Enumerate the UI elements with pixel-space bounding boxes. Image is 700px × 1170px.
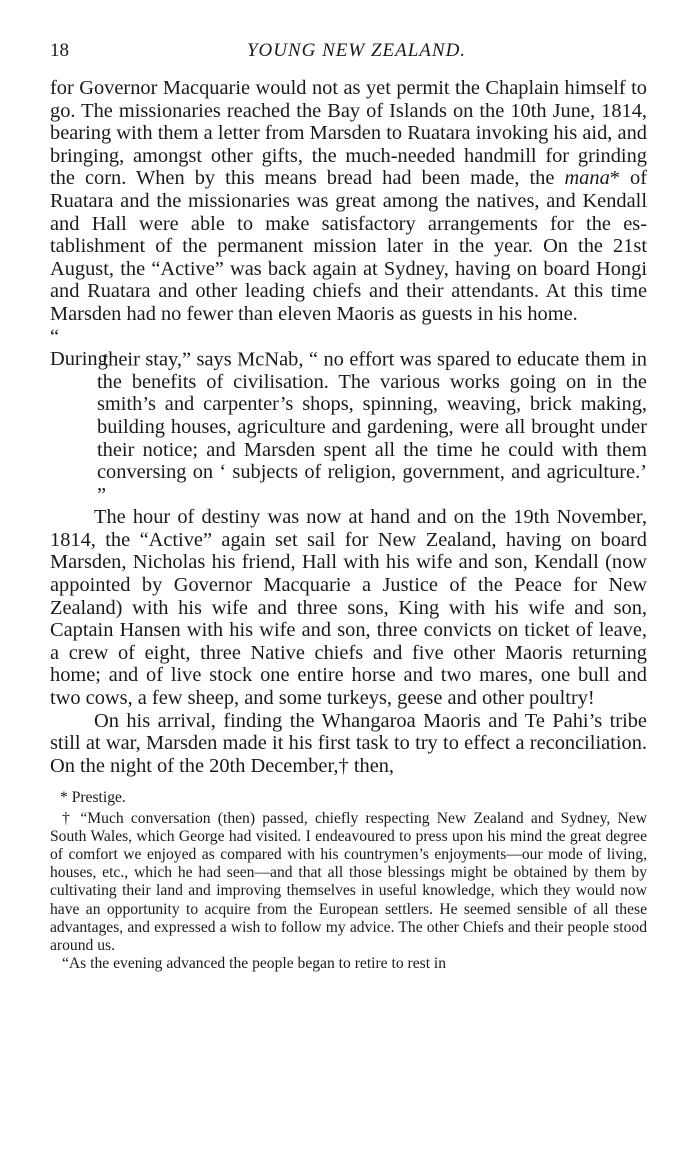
paragraph-1-text-b: * of Ruatara and the missionaries was great among the natives, and Kendall and Hall were able to make satisfactory arrangements for the establishment of the permanent mission later in the year. On the 21st August, the “Active” was back again at Sydney, having on board Hongi and Ruatara and other leading chiefs and their attendants. At this time Marsden had no fewer than eleven Maoris as guests in his home. [50, 167, 647, 325]
page-number: 18 [50, 40, 69, 61]
paragraph-1-text-a: for Governor Macquarie would not as yet permit the Chaplain himself to go. The missionaries reached the Bay of Islands on the 10th June, 1814, bearing with them a letter from Marsden to Ruatara invoking his aid, and bringing, amongst other gifts, the much-needed handmill for grinding the corn. When by this means bread had been made, the [50, 77, 647, 190]
quote-opening-words: “ During [50, 325, 108, 371]
running-head [50, 38, 647, 64]
paragraph-2: The hour of destiny was now at hand and on the 19th November, 1814, the “Active” again set sail for New Zealand, having on board Marsden, Nicholas his friend, Hall with his wife and son, Kendall (now appointed by Governor Macquarie a Justice of the Peace for New Zealand) with his wife and three sons, King with his wife and son, Captain Hansen with his wife and son, three convicts on ticket of leave, a crew of eight, three Native chiefs and five other Maoris returning home; and of live stock one entire horse and two mares, one bull and two cows, a few sheep, and some turkeys, geese and other poultry! [50, 506, 647, 710]
body-text [50, 77, 647, 777]
footnote-dagger: † “Much conversation (then) passed, chiefly respecting New Zealand and Sydney, New South Wales, which George had visited. I endeavoured to press upon his mind the great degree of comfort we enjoyed as compared with his countrymen’s enjoyments—our mode of living, houses, etc., which he had seen—and that all those blessings might be obtained by them by cultivating their land and improving themselves in useful knowledge, which they would now have an opportunity to acquire from the European settlers. He seemed sensible of all these advantages, and expressed a wish to follow my advice. The other Chiefs and their people stood around us. [50, 809, 647, 955]
paragraph-3: On his arrival, finding the Whangaroa Maoris and Te Pahi’s tribe still at war, Marsden made it his first task to try to effect a reconciliation. On the night of the 20th December,† then, [50, 709, 647, 777]
footnotes [50, 789, 647, 973]
mana-word: mana [564, 167, 610, 190]
running-title: YOUNG NEW ZEALAND. [246, 40, 467, 61]
footnote-prestige: * Prestige. [60, 789, 126, 807]
book-page [50, 38, 647, 973]
footnote-continuation: “As the evening advanced the people began to retire to rest in [62, 955, 447, 973]
paragraph-1 [50, 77, 647, 326]
quote-text: their stay,” says McNab, “ no effort was spared to educate them in the benefits of civilisation. The various works going on in the smith’s and carpenter’s shops, spinning, weaving, brick making, building houses, agriculture and gardening, were all brought under their notice; and Marsden spent all the time he could with them conversing on ‘ subjects of religion, government, and agriculture.’ ” [97, 348, 647, 506]
mcnab-quote [50, 326, 647, 507]
